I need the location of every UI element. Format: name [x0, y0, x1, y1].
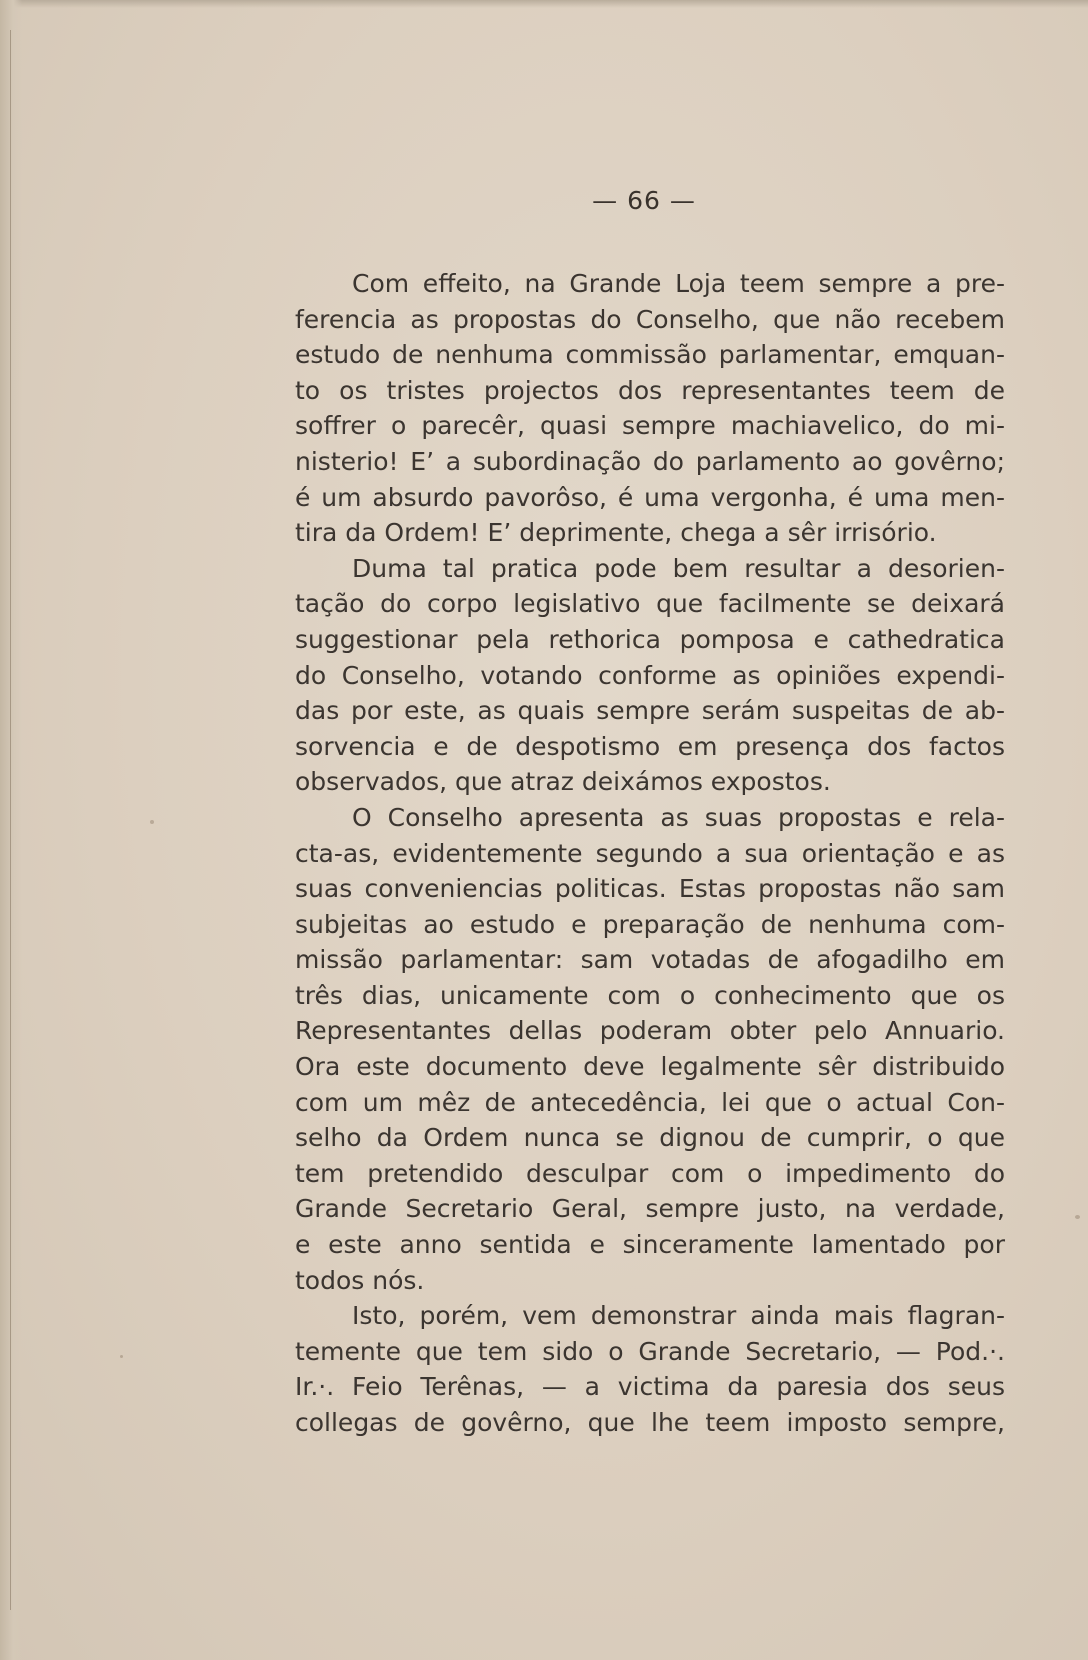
text-line: suggestionar pela rethorica pomposa e cathedratica: [295, 624, 1005, 654]
page-binding-edge: [0, 0, 22, 1660]
text-line: tação do corpo legislativo que facilmente se deixará: [295, 589, 1005, 619]
text-line: Representantes dellas poderam obter pelo Annuario.: [295, 1016, 1005, 1046]
text-line: Com effeito, na Grande Loja teem sempre a pre-: [352, 269, 1005, 298]
page-top-edge: [0, 0, 1088, 8]
text-line: Duma tal pratica pode bem resultar a desorien-: [352, 553, 1005, 583]
text-line: e este anno sentida e sinceramente lamentado por: [295, 1230, 1005, 1260]
text-line: todos nós.: [295, 1265, 425, 1295]
text-line: com um mêz de antecedência, lei que o actual Con-: [295, 1087, 1005, 1117]
text-line: soffrer o parecêr, quasi sempre machiavelico, do mi-: [295, 411, 1005, 441]
text-line: to os tristes projectos dos representantes teem de: [295, 375, 1005, 405]
text-line: missão parlamentar: sam votadas de afogadilho em: [295, 945, 1005, 975]
binding-rule: [10, 30, 11, 1610]
text-line: selho da Ordem nunca se dignou de cumprir, o que: [295, 1123, 1005, 1153]
text-line: estudo de nenhuma commissão parlamentar, emquan-: [295, 340, 1005, 370]
text-line: suas conveniencias politicas. Estas propostas não sam: [295, 874, 1005, 904]
text-line: Ora este documento deve legalmente sêr distribuido: [295, 1052, 1005, 1082]
text-line: das por este, as quais sempre serám suspeitas de ab-: [295, 696, 1005, 726]
text-line: ferencia as propostas do Conselho, que não recebem: [295, 304, 1005, 334]
paper-speck: [120, 1355, 123, 1358]
text-line: Grande Secretario Geral, sempre justo, na verdade,: [295, 1194, 1005, 1224]
text-line: temente que tem sido o Grande Secretario, — Pod.·.: [295, 1336, 1005, 1366]
text-line: nisterio! E’ a subordinação do parlamento ao govêrno;: [295, 446, 1005, 476]
paper-speck: [1075, 1215, 1080, 1219]
text-line: collegas de govêrno, que lhe teem imposto sempre,: [295, 1408, 1005, 1437]
text-line: tem pretendido desculpar com o impedimento do: [295, 1158, 1005, 1188]
text-line: do Conselho, votando conforme as opiniões expendi-: [295, 660, 1005, 690]
text-line: subjeitas ao estudo e preparação de nenhuma com-: [295, 909, 1005, 939]
paper-speck: [150, 820, 154, 824]
text-line: é um absurdo pavorôso, é uma vergonha, é uma men-: [295, 482, 1005, 512]
page-number: — 66 —: [592, 186, 696, 215]
text-line: sorvencia e de despotismo em presença dos factos: [295, 731, 1005, 761]
text-line: Ir.·. Feio Terênas, — a victima da paresia dos seus: [295, 1372, 1005, 1402]
text-line: tira da Ordem! E’ deprimente, chega a sêr irrisório.: [295, 518, 937, 548]
text-line: três dias, unicamente com o conhecimento que os: [295, 980, 1005, 1010]
text-line: observados, que atraz deixámos expostos.: [295, 767, 831, 797]
text-line: O Conselho apresenta as suas propostas e rela-: [352, 802, 1005, 832]
text-body: [295, 266, 1005, 1441]
text-line: Isto, porém, vem demonstrar ainda mais flagran-: [352, 1301, 1005, 1331]
text-line: cta-as, evidentemente segundo a sua orientação e as: [295, 838, 1005, 868]
